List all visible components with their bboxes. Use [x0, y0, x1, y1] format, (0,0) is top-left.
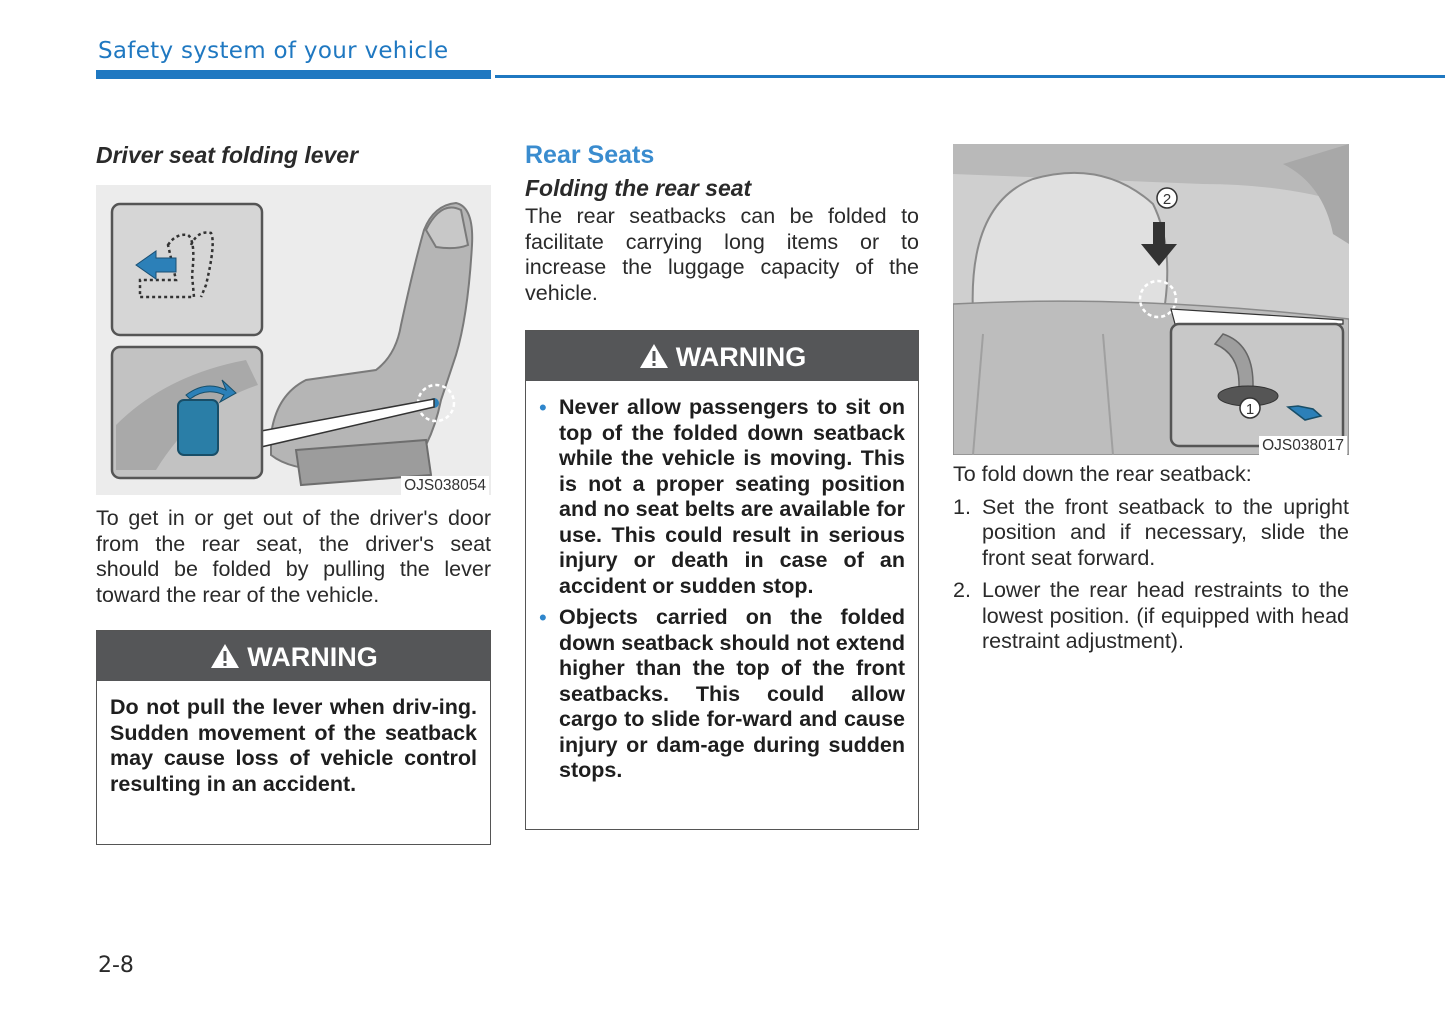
page-number: 2-8: [98, 953, 134, 978]
driver-seat-heading: Driver seat folding lever: [96, 142, 359, 168]
warning-box-driver-seat: [96, 630, 491, 845]
warning-triangle-icon: [638, 342, 670, 370]
rear-seats-heading: Rear Seats: [525, 141, 655, 169]
figure-code-label: OJS038054: [401, 476, 489, 495]
figure-code-label: OJS038017: [1259, 436, 1347, 455]
step-number: 2.: [953, 578, 971, 602]
step-text: Set the front seatback to the upright position and if necessary, slide the front seat forward.: [982, 494, 1349, 570]
bullet-icon: •: [539, 395, 547, 420]
fold-intro-text: To fold down the rear seatback:: [953, 462, 1252, 486]
seat-illustration: [96, 185, 491, 495]
warning-body: [526, 381, 918, 808]
step-list-item: [953, 578, 1349, 655]
rear-seat-paragraph: The rear seatbacks can be folded to facilitate carrying long items or to increase the luggage capacity of the vehicle.: [525, 204, 919, 305]
warning-list-item: [539, 395, 905, 599]
header-rule-thin: [495, 75, 1445, 78]
section-header-title: Safety system of your vehicle: [98, 38, 449, 64]
warning-header: [97, 631, 490, 681]
warning-title: WARNING: [675, 342, 807, 372]
middle-column: [525, 138, 919, 830]
warning-box-rear-seat: [525, 330, 919, 830]
step-list-item: [953, 495, 1349, 572]
driver-seat-paragraph: To get in or get out of the driver's door from the rear seat, the driver's seat should be folded by pulling the lever toward the rear of the vehicle.: [96, 506, 491, 607]
step-number: 1.: [953, 494, 971, 519]
warning-item-text: Never allow passengers to sit on top of the folded down seatback while the vehicle is moving. This is not a proper seating position and no seat belts are available for use. This could result in serious injury or death in case of an accident or sudden stop.: [559, 395, 905, 598]
warning-list-item: [539, 605, 905, 784]
warning-item-text: Objects carried on the folded down seatback should not extend higher than the top of the front seatbacks. This could allow cargo to slide for-ward and cause injury or dam-age during sudden stops.: [559, 605, 905, 782]
step-text: Lower the rear head restraints to the lowest position. (if equipped with head restraint adjustment).: [982, 578, 1349, 653]
callout-label-one: 1: [1245, 401, 1255, 418]
head-restraint-illustration: [953, 144, 1349, 455]
warning-body: [97, 681, 490, 815]
rear-seat-figure: [953, 144, 1349, 455]
callout-label-two: 2: [1162, 191, 1172, 208]
warning-text: Do not pull the lever when driv-ing. Sudden movement of the seatback may cause loss of vehicle control resulting in an accident.: [110, 695, 477, 796]
left-column: [96, 138, 491, 845]
warning-title: WARNING: [247, 642, 378, 672]
warning-triangle-icon: [209, 642, 241, 670]
header-rule-thick: [96, 70, 491, 79]
warning-header: [526, 331, 918, 381]
right-column: [953, 144, 1349, 655]
bullet-icon: •: [539, 605, 547, 630]
driver-seat-figure: [96, 185, 491, 495]
folding-rear-seat-subheading: Folding the rear seat: [525, 175, 752, 201]
